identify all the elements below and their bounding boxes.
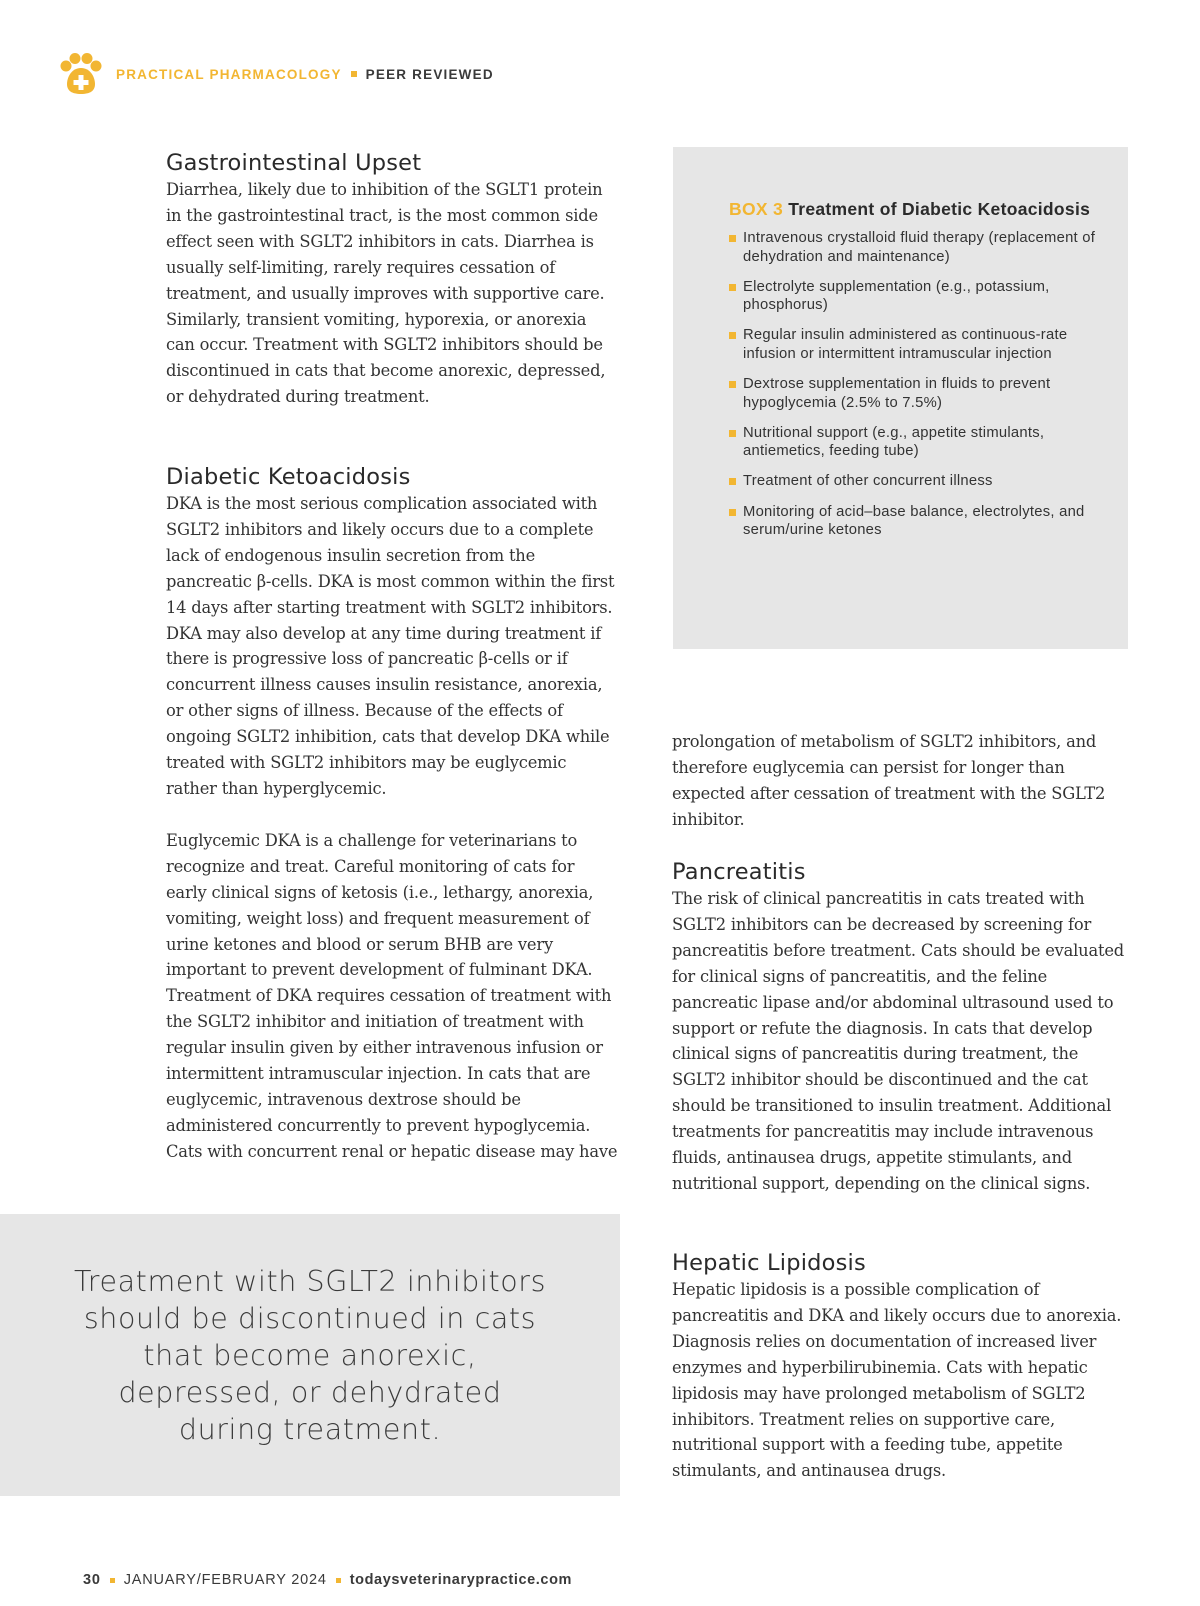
website-link[interactable]: todaysveterinarypractice.com	[349, 1572, 573, 1588]
list-item: Treatment of other concurrent illness	[729, 472, 1098, 491]
dka-heading: Diabetic Ketoacidosis	[166, 464, 411, 490]
pancreatitis-paragraph: The risk of clinical pancreatitis in cats treated with SGLT2 inhibitors can be decreased by screening for pancreatitis before treatment. Cats should be evaluated for clinical signs of pancreatitis, and the feline pancreatic lipase and/or abdominal ultrasound used to support or refute the diagnosis. In cats that develop clinical signs of pancreatitis during treatment, the SGLT2 inhibitor should be discontinued and the cat should be transitioned to insulin treatment. Additional treatments for pancreatitis may include intravenous fluids, antinausea drugs, appetite stimulants, and nutritional support, depending on the clinical signs.	[672, 889, 1124, 1193]
continuation-section	[672, 729, 1128, 833]
sidebar-box	[673, 147, 1128, 649]
gi-paragraph: Diarrhea, likely due to inhibition of the SGLT1 protein in the gastrointestinal tract, is the most common side effect seen with SGLT2 inhibitors in cats. Diarrhea is usually self-limiting, rarely requires cessation of treatment, and usually improves with supportive care. Similarly, transient vomiting, hyporexia, or anorexia can occur. Treatment with SGLT2 inhibitors should be discontinued in cats that become anorexic, depressed, or dehydrated during treatment.	[166, 180, 606, 407]
page-number: 30	[83, 1572, 101, 1588]
running-header	[58, 52, 494, 96]
issue-date: JANUARY/FEBRUARY 2024	[123, 1572, 327, 1588]
list-item: Nutritional support (e.g., appetite stimulants, antiemetics, feeding tube)	[729, 424, 1098, 461]
continuation-paragraph: prolongation of metabolism of SGLT2 inhibitors, and therefore euglycemia can persist for longer than expected after cessation of treatment with the SGLT2 inhibitor.	[672, 732, 1106, 829]
hepatic-section	[672, 1249, 1128, 1484]
list-item: Dextrose supplementation in fluids to prevent hypoglycemia (2.5% to 7.5%)	[729, 375, 1098, 412]
box-label: BOX 3	[729, 199, 784, 219]
box-title	[729, 198, 1098, 221]
pancreatitis-heading: Pancreatitis	[672, 859, 806, 885]
list-item: Intravenous crystalloid fluid therapy (replacement of dehydration and maintenance)	[729, 229, 1098, 266]
section-label: PRACTICAL PHARMACOLOGY	[116, 66, 342, 82]
pull-quote-box	[0, 1214, 620, 1496]
pancreatitis-section	[672, 858, 1128, 1197]
gi-heading: Gastrointestinal Upset	[166, 150, 422, 176]
separator-dot	[351, 71, 357, 77]
list-item: Monitoring of acid–base balance, electrolytes, and serum/urine ketones	[729, 503, 1098, 540]
gi-section	[166, 149, 618, 410]
list-item: Electrolyte supplementation (e.g., potassium, phosphorus)	[729, 278, 1098, 315]
dka-paragraph-1: DKA is the most serious complication associated with SGLT2 inhibitors and likely occurs due to a complete lack of endogenous insulin secretion from the pancreatic β-cells. DKA is most common within the first 14 days after starting treatment with SGLT2 inhibitors. DKA may also develop at any time during treatment if there is progressive loss of pancreatic β-cells or if concurrent illness causes insulin resistance, anorexia, or other signs of illness. Because of the effects of ongoing SGLT2 inhibition, cats that develop DKA while treated with SGLT2 inhibitors may be euglycemic rather than hyperglycemic.	[166, 494, 615, 798]
hepatic-heading: Hepatic Lipidosis	[672, 1250, 866, 1276]
dka-section	[166, 463, 618, 1165]
paw-cross-icon	[58, 52, 104, 96]
page-footer	[83, 1572, 572, 1588]
hepatic-paragraph: Hepatic lipidosis is a possible complication of pancreatitis and DKA and likely occurs due to anorexia. Diagnosis relies on documentation of increased liver enzymes and hyperbilirubinemia. Cats with hepatic lipidosis may have prolonged metabolism of SGLT2 inhibitors. Treatment relies on supportive care, nutritional support with a feeding tube, appetite stimulants, and antinausea drugs.	[672, 1280, 1122, 1481]
separator-dot	[110, 1578, 115, 1583]
box-title-text: Treatment of Diabetic Ketoacidosis	[788, 199, 1091, 219]
dka-paragraph-2: Euglycemic DKA is a challenge for veterinarians to recognize and treat. Careful monitoring of cats for early clinical signs of ketosis (i.e., lethargy, anorexia, vomiting, weight loss) and frequent measurement of urine ketones and blood or serum BHB are very important to prevent development of fulminant DKA. Treatment of DKA requires cessation of treatment with the SGLT2 inhibitor and initiation of treatment with regular insulin given by either intravenous infusion or intermittent intramuscular injection. In cats that are euglycemic, intravenous dextrose should be administered concurrently to prevent hypoglycemia. Cats with concurrent renal or hepatic disease may have	[166, 830, 618, 1161]
list-item: Regular insulin administered as continuous-rate infusion or intermittent intramuscular injection	[729, 326, 1098, 363]
peer-reviewed-label: PEER REVIEWED	[365, 66, 494, 82]
pull-quote: Treatment with SGLT2 inhibitors should be discontinued in cats that become anorexic, depressed, or dehydrated during treatment.	[73, 1264, 547, 1446]
box-list	[729, 229, 1098, 540]
separator-dot	[336, 1578, 341, 1583]
